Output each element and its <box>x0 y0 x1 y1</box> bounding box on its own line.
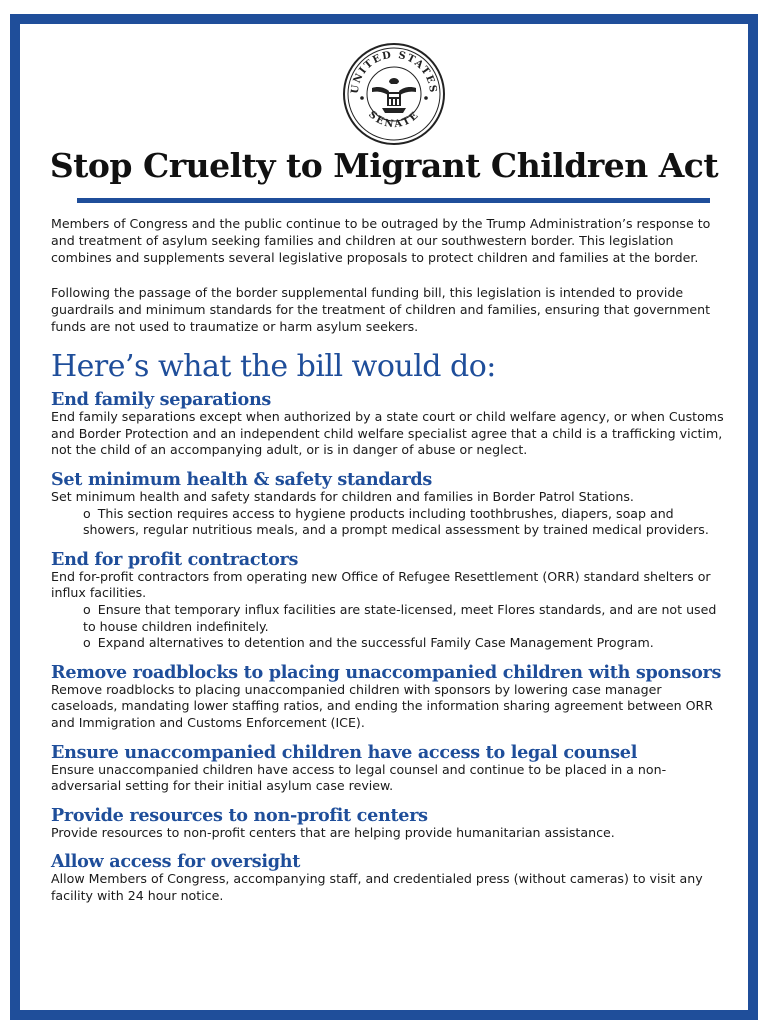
section-non-profit-resources <box>51 806 731 842</box>
section-heading: End for profit contractors <box>51 548 299 570</box>
section-heading: Set minimum health & safety standards <box>51 469 433 490</box>
bullet-text: Expand alternatives to detention and the successful Family Case Management Program. <box>97 635 654 651</box>
section-body: Allow Members of Congress, accompanying staff, and credentialed press (without cameras) to visit any facility with 24 hour notice. <box>51 871 703 903</box>
section-body: Ensure unaccompanied children have access to legal counsel and continue to be placed in a non-adversarial setting for their initial asylum case review. <box>51 761 667 794</box>
bullet-item <box>51 506 731 539</box>
section-health-safety-standards <box>51 470 731 539</box>
section-body: Provide resources to non-profit centers that are helping provide humanitarian assistance. <box>51 824 615 840</box>
title-divider <box>77 198 710 203</box>
bullet-marker: o <box>83 635 91 651</box>
intro-paragraph: Following the passage of the border supplemental funding bill, this legislation is intended to provide guardrails and minimum standards for the treatment of children and families, ensuring that government funds are not used to traumatize or harm asylum seekers. <box>51 284 711 335</box>
us-senate-seal-icon <box>342 42 446 146</box>
bullet-marker: o <box>83 505 91 521</box>
section-legal-counsel <box>51 743 731 795</box>
section-body: End for-profit contractors from operating new Office of Refugee Resettlement (ORR) standard shelters or influx facilities. <box>51 568 711 601</box>
section-body: End family separations except when authorized by a state court or child welfare agency, or when Customs and Border Protection and an independent child welfare specialist agree that a child is a trafficking victim, not the child of an accompanying adult, or is in danger of abuse or neglect. <box>51 409 724 458</box>
seal-bottom-text: SENATE <box>366 109 422 131</box>
section-heading: Ensure unaccompanied children have access to legal counsel <box>51 741 638 763</box>
bullet-item <box>51 602 731 635</box>
bill-heading: Here’s what the bill would do: <box>51 349 496 385</box>
section-bullets <box>51 506 731 539</box>
section-for-profit-contractors <box>51 550 731 652</box>
section-remove-roadblocks <box>51 663 731 732</box>
section-heading: Remove roadblocks to placing unaccompanied children with sponsors <box>51 661 722 683</box>
document-body <box>51 215 731 916</box>
section-heading: End family separations <box>51 389 272 411</box>
bullet-item <box>51 635 731 652</box>
bullet-text: This section requires access to hygiene products including toothbrushes, diapers, soap and showers, regular nutritious meals, and a prompt medical assessment by trained medical providers. <box>83 505 709 538</box>
section-body: Remove roadblocks to placing unaccompanied children with sponsors by lowering case manager caseloads, mandating lower staffing ratios, and ending the information sharing agreement between ORR and Immigration and Customs Enforcement (ICE). <box>51 681 714 730</box>
section-heading: Allow access for oversight <box>51 851 301 873</box>
section-bullets <box>51 602 731 652</box>
intro <box>51 215 731 335</box>
document-title: Stop Cruelty to Migrant Children Act <box>49 146 719 185</box>
section-body: Set minimum health and safety standards for children and families in Border Patrol Stations. <box>51 489 634 504</box>
bullet-marker: o <box>83 601 91 617</box>
intro-paragraph: Members of Congress and the public continue to be outraged by the Trump Administration’s response to and treatment of asylum seeking families and children at our southwestern border. This legislation combines and supplements several legislative proposals to protect children and families at the border. <box>51 216 711 266</box>
page-border <box>10 14 758 1020</box>
seal-top-text: UNITED STATES <box>349 49 439 95</box>
section-heading: Provide resources to non-profit centers <box>51 804 428 826</box>
bullet-text: Ensure that temporary influx facilities are state-licensed, meet Flores standards, and are not used to house children indefinitely. <box>83 601 717 634</box>
section-end-family-separations <box>51 390 731 459</box>
section-oversight-access <box>51 852 731 904</box>
